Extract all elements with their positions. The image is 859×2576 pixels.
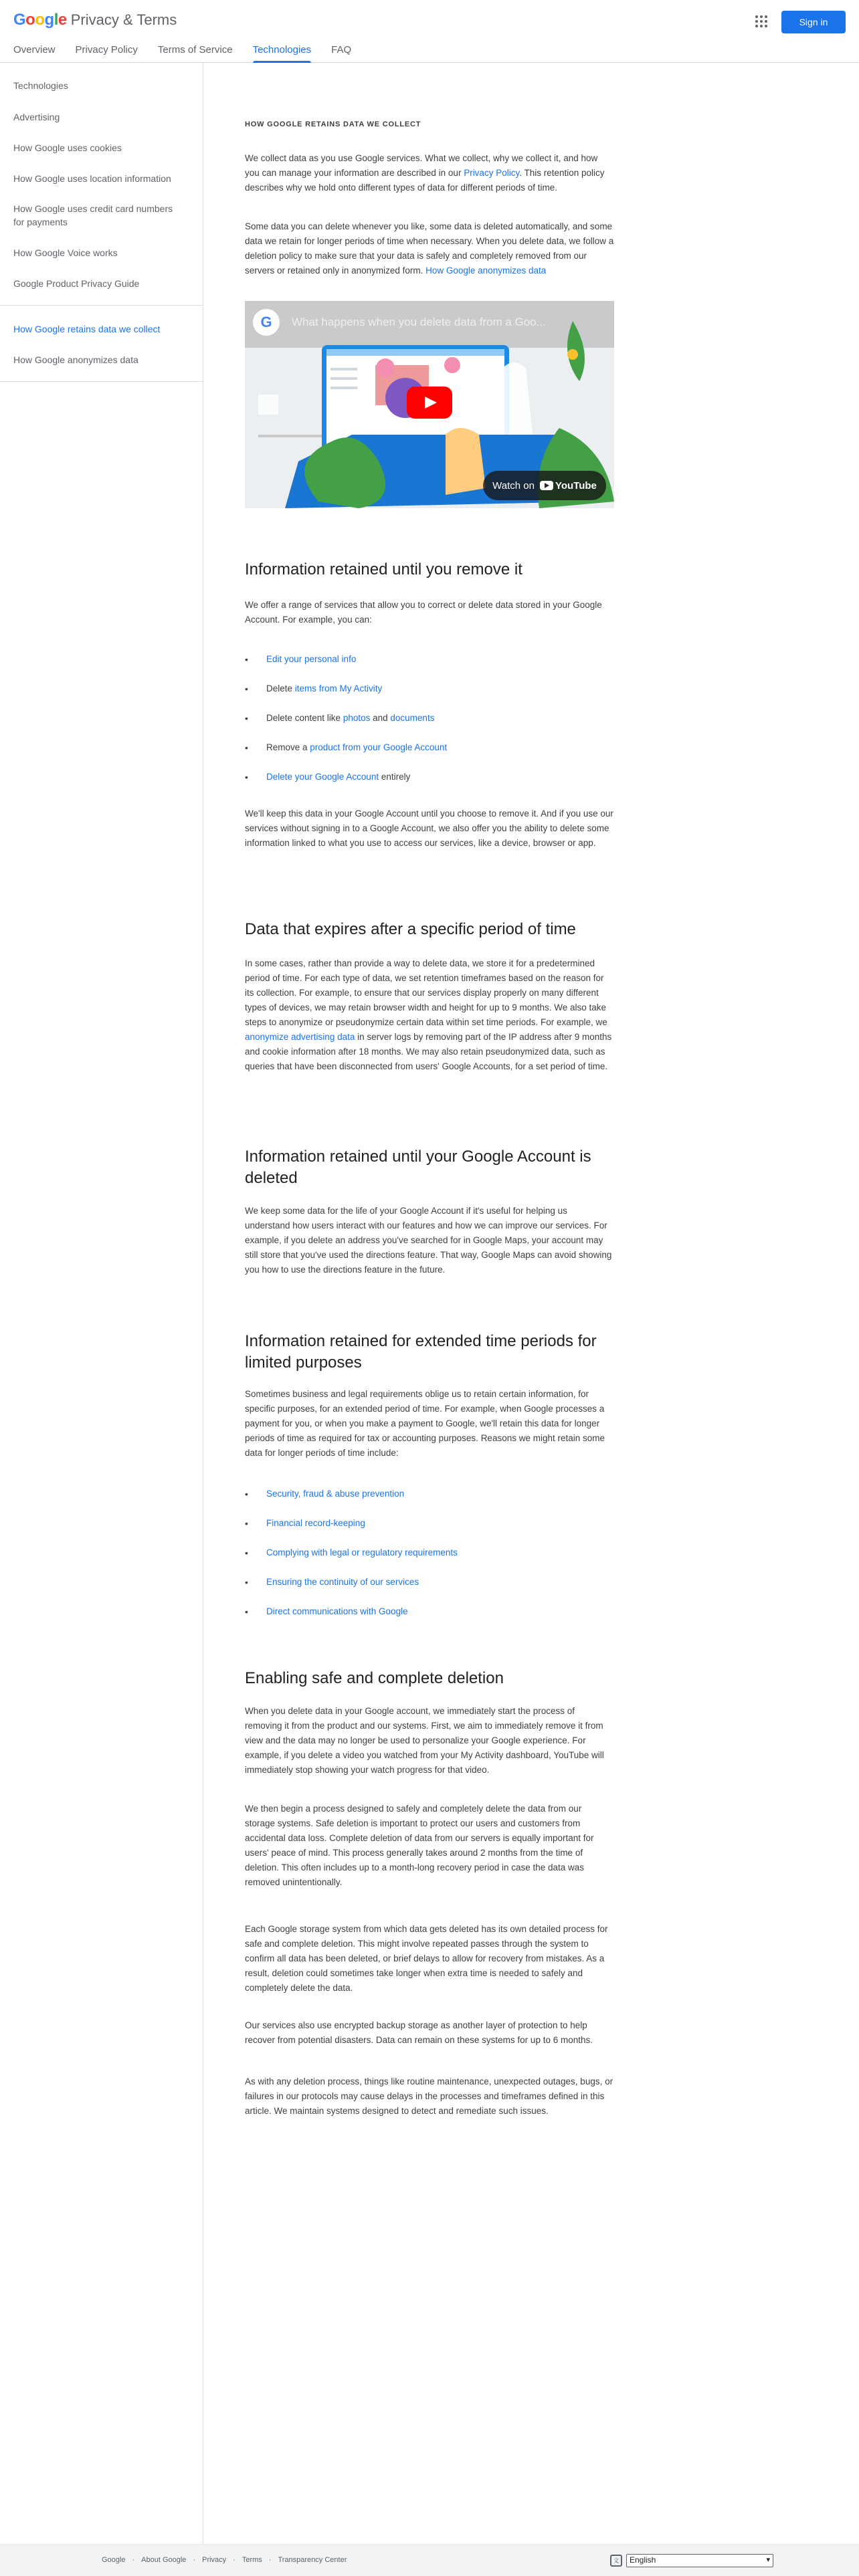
sidebar-item-advertising[interactable]: Advertising: [13, 112, 60, 122]
list-item: [245, 741, 614, 754]
play-button[interactable]: [407, 387, 452, 419]
legal-requirements-link[interactable]: Complying with legal or regulatory requirements: [266, 1547, 458, 1558]
site-footer: [0, 2544, 859, 2576]
apps-grid-icon[interactable]: [755, 15, 768, 28]
youtube-label: YouTube: [555, 479, 597, 492]
sidebar: [0, 63, 203, 2576]
deletion-intro-paragraph: [245, 219, 614, 278]
list-item: [245, 1576, 614, 1589]
remove-product-link[interactable]: product from your Google Account: [310, 742, 448, 752]
video-title: What happens when you delete data from a Goo...: [292, 316, 546, 328]
youtube-play-icon: [540, 481, 553, 490]
text: Remove a: [266, 742, 310, 752]
brand[interactable]: [13, 11, 177, 29]
section-paragraph: We'll keep this data in your Google Account until you choose to remove it. And if you use our services without signing in to a Google Account, we also offer you the ability to delete some information linked to what you use to access our services, like a device, browser or app.: [245, 809, 613, 848]
tab-overview[interactable]: Overview: [13, 44, 56, 56]
text: Delete: [266, 683, 295, 693]
section-paragraph: As with any deletion process, things like routine maintenance, unexpected outages, bugs, or failures in our protocols may cause delays in the processes and timeframes defined in this article. We maintain systems designed to detect and remediate such issues.: [245, 2076, 613, 2116]
list-item: [245, 1487, 614, 1501]
sidebar-item-product-privacy-guide[interactable]: Google Product Privacy Guide: [13, 278, 140, 289]
text: entirely: [379, 772, 411, 782]
footer-link-terms[interactable]: Terms: [242, 2556, 262, 2564]
text: We collect data as you use Google services. What we collect, why we collect it, and how you can manage your information are described in our: [245, 153, 598, 178]
page-eyebrow: HOW GOOGLE RETAINS DATA WE COLLECT: [245, 120, 421, 128]
intro-paragraph: [245, 151, 614, 195]
text: Some data you can delete whenever you like, some data is deleted automatically, and some data we retain for longer periods of time when necessary. When you delete data, we follow a deletion policy to make sure that your data is safely and completely removed from our servers or retained only in anonymized form.: [245, 221, 614, 276]
site-header: [0, 0, 859, 63]
section-heading-retained-until-account-deleted: Information retained until your Google Account is deleted: [245, 1148, 591, 1187]
list-item: [245, 1546, 614, 1560]
photos-link[interactable]: photos: [343, 713, 371, 723]
sidebar-divider: [0, 305, 203, 306]
list-item: [245, 1517, 614, 1530]
list-item: [245, 1605, 614, 1618]
section-heading-retained-until-removed: Information retained until you remove it: [245, 560, 522, 578]
footer-links: [102, 2556, 353, 2564]
separator: ·: [268, 2556, 272, 2564]
footer-link-transparency[interactable]: Transparency Center: [278, 2556, 347, 2564]
language-selector: [610, 2554, 773, 2567]
remove-data-list: [245, 653, 614, 784]
list-item: [245, 682, 614, 695]
text: . This retention policy describes why we hold onto different types of data for different periods of time.: [245, 168, 605, 193]
text: In some cases, rather than provide a way to delete data, we store it for a predetermined period of time. For each type of data, we set retention timeframes based on the reason for its collection. For example, to ensure that our services display properly on many different types of devices, we may retain browser width and height for up to 9 months. We also take steps to anonymize or pseudonymize certain data within set time periods. For example, we: [245, 958, 607, 1027]
brand-title: Privacy & Terms: [70, 11, 177, 28]
edit-personal-info-link[interactable]: Edit your personal info: [266, 654, 357, 664]
anonymize-advertising-data-link[interactable]: anonymize advertising data: [245, 1032, 355, 1042]
section-heading-safe-deletion: Enabling safe and complete deletion: [245, 1669, 504, 1687]
separator: ·: [193, 2556, 196, 2564]
section-heading-extended-retention: Information retained for extended time periods for limited purposes: [245, 1332, 597, 1372]
sidebar-item-technologies[interactable]: Technologies: [13, 80, 68, 91]
google-logo: Google: [13, 11, 67, 29]
section-paragraph: We keep some data for the life of your Google Account if it's useful for helping us understand how users interact with our features and how we can improve our services. For example, if you delete an address you've searched for in Google Maps, your account may still store that you've used the directions feature. That way, Google Maps can avoid showing you how to use the directions feature in the future.: [245, 1206, 612, 1275]
section-paragraph: Each Google storage system from which data gets deleted has its own detailed process for safe and complete deletion. This might involve repeated passes through the system to confirm all data has been deleted, or brief delays to allow for recovery from mistakes. As a result, deletion could sometimes take longer when extra time is needed to safely and completely delete the data.: [245, 1924, 608, 1993]
tab-terms-of-service[interactable]: Terms of Service: [157, 44, 233, 56]
top-nav: [13, 36, 371, 63]
sidebar-item-retains-data[interactable]: How Google retains data we collect: [13, 324, 161, 334]
text: and: [370, 713, 391, 723]
text: in server logs by removing part of the IP address after 9 months and cookie information after 18 months. We may also retain pseudonymized data, such as queries that have been disconnected from users' Google Accounts, for a set period of time.: [245, 1032, 612, 1071]
watch-on-youtube-button[interactable]: [483, 471, 606, 500]
section-paragraph: Sometimes business and legal requirements oblige us to retain certain information, for specific purposes, for an extended period of time. For example, when Google processes a payment for you, or when you make a payment to Google, we'll retain this data for longer periods of time as required for tax or accounting purposes. Reasons we might retain some data for longer periods of time include:: [245, 1389, 605, 1458]
text: Delete content like: [266, 713, 343, 723]
list-item: [245, 712, 614, 725]
section-paragraph: We offer a range of services that allow you to correct or delete data stored in your Google Account. For example, you can:: [245, 600, 602, 625]
sidebar-item-credit-card[interactable]: How Google uses credit card numbers for payments: [13, 203, 173, 227]
sidebar-item-cookies[interactable]: How Google uses cookies: [13, 142, 122, 153]
sidebar-item-location[interactable]: How Google uses location information: [13, 173, 171, 184]
tab-privacy-policy[interactable]: Privacy Policy: [75, 44, 138, 56]
list-item: [245, 770, 614, 784]
separator: ·: [233, 2556, 235, 2564]
documents-link[interactable]: documents: [390, 713, 435, 723]
sign-in-button[interactable]: Sign in: [781, 11, 846, 33]
my-activity-link[interactable]: items from My Activity: [294, 683, 383, 693]
google-channel-icon: G: [253, 309, 280, 336]
section-paragraph: We then begin a process designed to safely and completely delete the data from our storage systems. Safe deletion is important to protect our users and customers from accidental data loss. Complete deletion of data from our servers is equally important for users' peace of mind. This process generally takes around 2 months from the time of deletion. This often includes up to a month-long recovery period in case the data was removed unintentionally.: [245, 1804, 594, 1887]
section-paragraph: Our services also use encrypted backup storage as another layer of protection to help recover from potential disasters. Data can remain on these systems for up to 6 months.: [245, 2020, 593, 2045]
video-embed[interactable]: [245, 301, 614, 508]
direct-communications-link[interactable]: Direct communications with Google: [266, 1606, 408, 1616]
youtube-logo: [540, 480, 597, 492]
sidebar-divider: [0, 381, 203, 382]
anonymizes-data-link[interactable]: How Google anonymizes data: [425, 265, 547, 276]
sidebar-item-google-voice[interactable]: How Google Voice works: [13, 247, 118, 258]
footer-link-google[interactable]: Google: [102, 2556, 126, 2564]
section-paragraph: [245, 956, 614, 1074]
security-fraud-link[interactable]: Security, fraud & abuse prevention: [266, 1489, 405, 1499]
language-select[interactable]: English ▾: [626, 2554, 773, 2567]
tab-faq[interactable]: FAQ: [331, 44, 352, 56]
separator: ·: [132, 2556, 135, 2564]
section-heading-data-expires: Data that expires after a specific period of time: [245, 920, 576, 938]
list-item: [245, 653, 614, 666]
delete-account-link[interactable]: Delete your Google Account: [266, 772, 379, 782]
tab-technologies[interactable]: Technologies: [253, 36, 312, 63]
privacy-policy-link[interactable]: Privacy Policy: [464, 168, 520, 178]
sidebar-item-anonymizes-data[interactable]: How Google anonymizes data: [13, 354, 138, 365]
service-continuity-link[interactable]: Ensuring the continuity of our services: [266, 1577, 419, 1587]
footer-link-about[interactable]: About Google: [141, 2556, 187, 2564]
footer-link-privacy[interactable]: Privacy: [202, 2556, 227, 2564]
language-icon: 文: [610, 2555, 622, 2567]
section-paragraph: When you delete data in your Google account, we immediately start the process of removing it from the product and our systems. First, we aim to immediately remove it from view and the data may no longer be used to personalize your Google experience. For example, if you delete a video you watched from your My Activity dashboard, YouTube will immediately stop showing your watch progress for that video.: [245, 1706, 604, 1775]
watch-on-label: Watch on: [492, 479, 535, 492]
financial-record-keeping-link[interactable]: Financial record-keeping: [266, 1518, 365, 1528]
retention-reasons-list: [245, 1487, 614, 1618]
